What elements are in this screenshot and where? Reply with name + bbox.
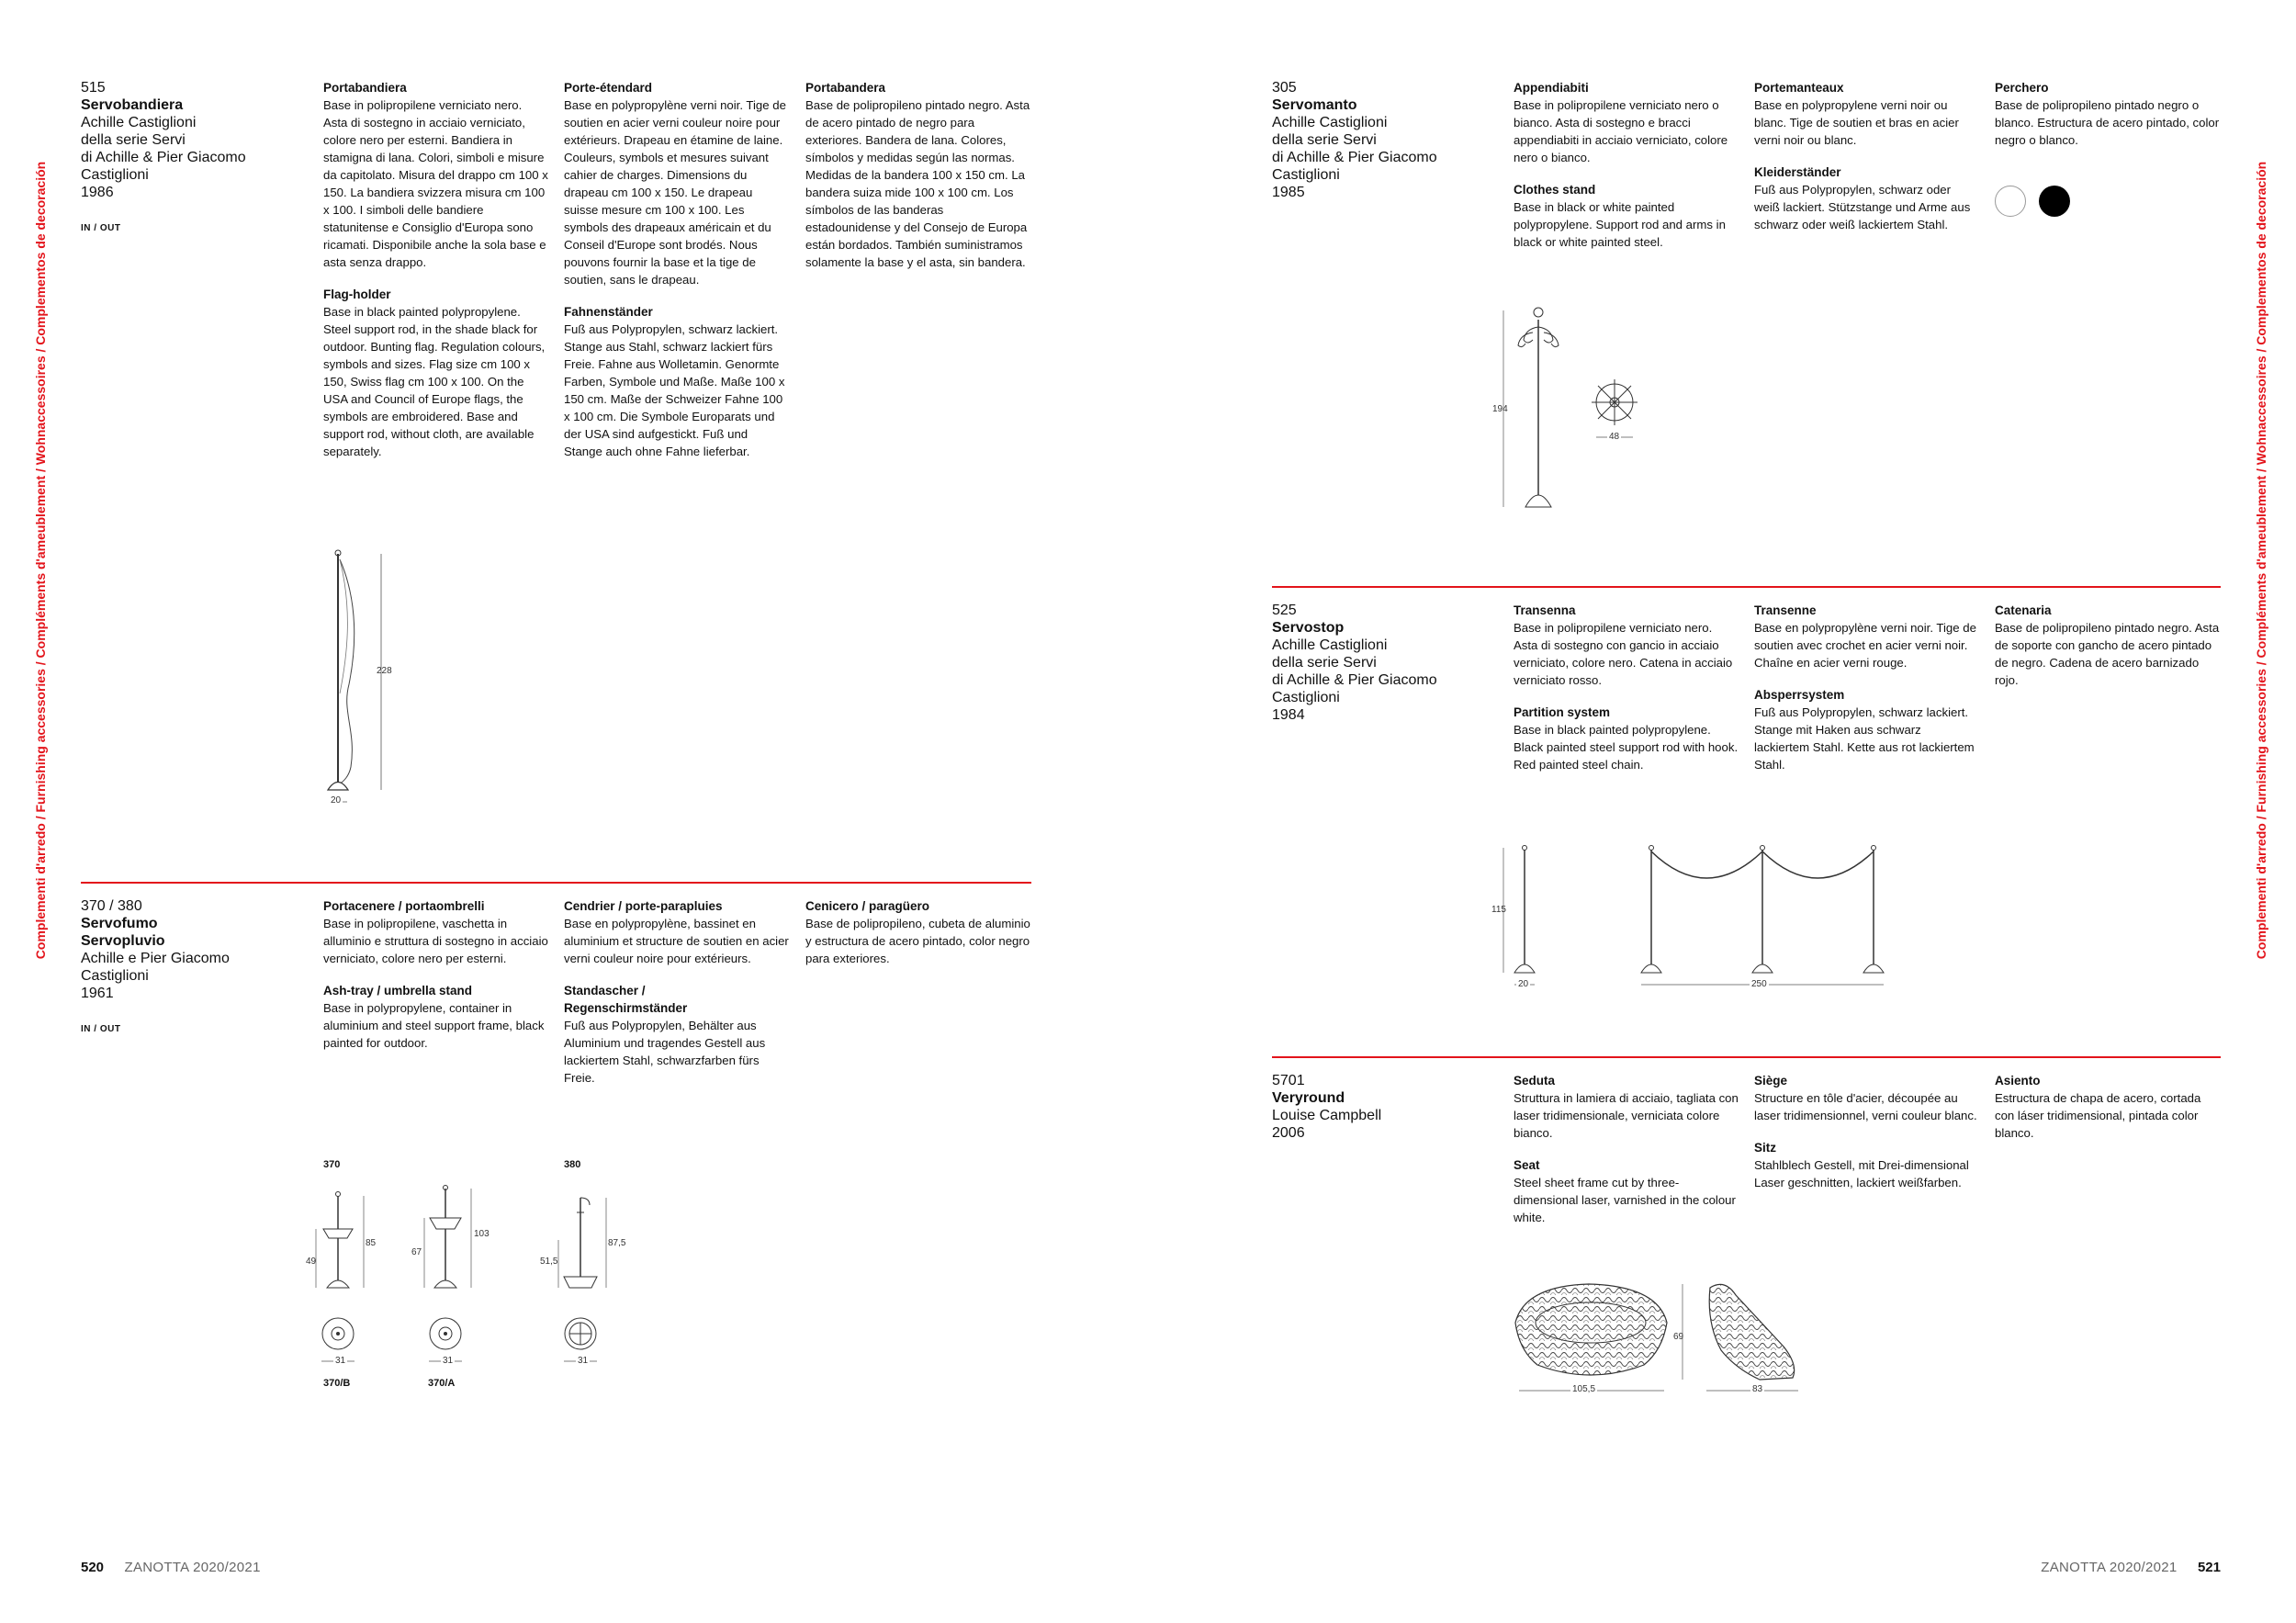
desc-title-it: Seduta <box>1514 1074 1556 1088</box>
servostop-col-fr-de <box>1754 602 1979 788</box>
desc-title-fr: Porte-étendard <box>564 81 653 95</box>
dim-103: 103 <box>474 1229 490 1239</box>
servofumo-col-es <box>805 897 1030 982</box>
desc-title-it: Appendiabiti <box>1514 81 1589 95</box>
servofumo-col-it-en <box>323 897 548 1066</box>
partition-drawing <box>1492 840 1896 997</box>
desc-title-es: Catenaria <box>1995 603 2052 617</box>
divider <box>1272 586 2221 588</box>
divider <box>81 882 1031 884</box>
desc-text-es: Base de polipropileno pintado negro o blanco. Estructura de acero pintado, color negro o blanco. <box>1995 98 2220 147</box>
desc-title-en: Seat <box>1514 1158 1540 1172</box>
product-code: 5701 <box>1272 1073 1305 1088</box>
product-designer: Louise Campbell 2006 <box>1272 1108 1382 1141</box>
dim-length: 250 <box>1751 979 1767 989</box>
product-name: Servobandiera <box>81 97 184 113</box>
dim-width: 105,5 <box>1572 1384 1596 1394</box>
servostop-header <box>1272 602 1437 724</box>
product-name: Servofumo <box>81 916 158 931</box>
desc-title-en: Partition system <box>1514 705 1611 719</box>
product-code: 305 <box>1272 80 1297 96</box>
desc-title-it: Portacenere / portaombrelli <box>323 899 485 913</box>
desc-title-fr: Cendrier / porte-parapluies <box>564 899 723 913</box>
product-name: Servomanto <box>1272 97 1357 113</box>
desc-text-fr: Base en polypropylène verni noir. Tige de soutien en acier verni couleur noire pour extérieurs. Drapeau en étamine de laine. Couleurs, symbols et mesures suivant cahier de charges. Dimensions du drapeau cm 100 x 150. Le drapeau suisse mesure cm 100 x 100. Les symbols des drapeaux américain et du Conseil d'Europe sont brodés. Nous pouvons fournir la base et la tige de soutien, sans le drapeau. <box>564 98 786 287</box>
dim-67: 67 <box>411 1247 422 1257</box>
dim-width: 48 <box>1609 432 1620 442</box>
servostop-col-it-en <box>1514 602 1739 788</box>
product-code: 525 <box>1272 603 1297 618</box>
servomanto-col-fr-de <box>1754 79 1979 248</box>
dim-depth: 83 <box>1752 1384 1763 1394</box>
desc-text-en: Base in black painted polypropylene. Steel support rod, in the shade black for outdoor. Bunting flag. Regulation colours, symbols and sizes. Flag size cm 100 x 150, Swiss flag cm 100 x 100. On the USA and Council of Europe flags, the symbols are embroidered. Base and support rod, without cloth, are available separately. <box>323 305 546 458</box>
dim-31-a: 31 <box>335 1356 346 1366</box>
desc-title-it: Portabandiera <box>323 81 407 95</box>
dim-height: 228 <box>377 666 392 676</box>
desc-title-fr: Siège <box>1754 1074 1788 1088</box>
dim-width: 20 <box>1518 979 1529 989</box>
desc-text-fr: Base en polypropylène verni noir. Tige de soutien avec crochet en acier verni noir. Chaîne en acier verni rouge. <box>1754 621 1976 670</box>
desc-title-de: Kleiderständer <box>1754 165 1841 179</box>
veryround-drawing <box>1506 1277 1837 1405</box>
dim-height: 115 <box>1491 905 1506 915</box>
desc-text-es: Base de polipropileno pintado negro. Asta de soporte con gancho de acero pintado de negro. Cadena de acero barnizado rojo. <box>1995 621 2220 687</box>
coat-stand-drawing <box>1492 303 1658 524</box>
servomanto-header <box>1272 79 1437 201</box>
product-code: 370 / 380 <box>81 898 142 914</box>
in-out-badge: IN / OUT <box>81 1024 121 1034</box>
desc-text-fr: Structure en tôle d'acier, découpée au laser tridimensionnel, verni couleur blanc. <box>1754 1091 1977 1122</box>
dim-51-5: 51,5 <box>540 1257 558 1267</box>
sidebar-left <box>22 55 59 1065</box>
veryround-col-fr-de <box>1754 1072 1979 1206</box>
desc-title-en: Clothes stand <box>1514 183 1596 197</box>
dim-height: 69 <box>1673 1332 1684 1342</box>
swatch-white[interactable] <box>1995 186 2026 217</box>
desc-text-de: Fuß aus Polypropylen, schwarz lackiert. Stange aus Stahl, schwarz lackiert fürs Freie. Fahne aus Wolletamin. Genormte Farben, Symbole und Maße. Maße 100 x 150 cm. Maße der Schweizer Fahne 100 x 100 cm. Die Symbole Europarats und der USA sind aufgestickt. Fuß und Stange auch ohne Fahne lieferbar. <box>564 322 785 458</box>
servobandiera-header <box>81 79 246 233</box>
desc-text-es: Base de polipropileno, cubeta de aluminio y estructura de acero pintado, color negro para exteriores. <box>805 917 1030 965</box>
desc-title-es: Perchero <box>1995 81 2049 95</box>
dim-31-b: 31 <box>443 1356 454 1366</box>
desc-text-en: Base in black painted polypropylene. Black painted steel support rod with hook. Red painted steel chain. <box>1514 723 1739 772</box>
desc-text-es: Base de polipropileno pintado negro. Asta de acero pintado de negro para exteriores. Bandera de lana. Colores, símbolos y medidas según las normas. Medidas de la bandera 100 x 150 cm. La bandera suiza mide 100 x 100 cm. Los símbolos de las banderas estadounidense y del Consejo de Europa están bordados. También suministramos solamente la base y el asta, sin bandera. <box>805 98 1030 269</box>
footer-left <box>81 1560 261 1576</box>
product-designer: Achille e Pier Giacomo Castiglioni 1961 <box>81 951 230 1001</box>
model-label-370a: 370/A <box>428 1378 456 1389</box>
model-label-370b: 370/B <box>323 1378 351 1389</box>
dim-85: 85 <box>366 1238 377 1248</box>
servofumo-col-fr-de <box>564 897 789 1101</box>
desc-text-de: Fuß aus Polypropylen, schwarz lackiert. Stange mit Haken aus schwarz lackiertem Stahl. Kette aus rot lackiertem Stahl. <box>1754 705 1975 772</box>
desc-text-it: Base in polipropilene verniciato nero o bianco. Asta di sostegno e bracci appendiabiti in acciaio verniciato, colore nero o bianco. <box>1514 98 1728 164</box>
desc-text-de: Stahlblech Gestell, mit Drei-dimensional Laser geschnitten, lackiert weißfarben. <box>1754 1158 1969 1189</box>
dim-49: 49 <box>306 1257 317 1267</box>
desc-title-fr: Transenne <box>1754 603 1817 617</box>
model-label-380: 380 <box>564 1159 581 1170</box>
desc-text-de: Fuß aus Polypropylen, schwarz oder weiß lackiert. Stützstange und Arme aus schwarz oder weiß lackiertem Stahl. <box>1754 183 1971 231</box>
product-name-2: Servopluvio <box>81 933 165 949</box>
sidebar-right <box>2243 55 2279 1065</box>
product-name: Veryround <box>1272 1090 1345 1106</box>
dim-31-c: 31 <box>578 1356 589 1366</box>
desc-text-de: Fuß aus Polypropylen, Behälter aus Aluminium und tragendes Gestell aus lackiertem Stahl, schwarzfarben fürs Freie. <box>564 1019 766 1085</box>
desc-title-de: Sitz <box>1754 1141 1777 1155</box>
desc-text-it: Base in polipropilene verniciato nero. Asta di sostegno con gancio in acciaio verniciato, colore nero. Catena in acciaio verniciato rosso. <box>1514 621 1733 687</box>
servobandiera-col-es <box>805 79 1030 286</box>
desc-text-en: Steel sheet frame cut by three-dimensional laser, varnished in the colour white. <box>1514 1176 1736 1224</box>
in-out-badge: IN / OUT <box>81 223 121 233</box>
veryround-col-it-en <box>1514 1072 1739 1241</box>
desc-title-de: Standascher / Regenschirmständer <box>564 984 688 1015</box>
desc-text-es: Estructura de chapa de acero, cortada con láser tridimensional, pintada color blanco. <box>1995 1091 2201 1140</box>
product-name: Servostop <box>1272 620 1345 636</box>
servofumo-drawings <box>303 1185 670 1369</box>
desc-title-en: Flag-holder <box>323 287 391 301</box>
footer-right <box>2041 1560 2221 1576</box>
flag-holder-drawing <box>312 547 413 813</box>
brand-left: ZANOTTA 2020/2021 <box>124 1560 261 1575</box>
veryround-col-es <box>1995 1072 2220 1156</box>
desc-text-it: Struttura in lamiera di acciaio, tagliata con laser tridimensionale, verniciata colore bianco. <box>1514 1091 1739 1140</box>
desc-title-it: Transenna <box>1514 603 1576 617</box>
desc-title-es: Cenicero / paragüero <box>805 899 930 913</box>
dim-height: 194 <box>1492 404 1508 414</box>
desc-text-en: Base in black or white painted polypropylene. Support rod and arms in black or white painted steel. <box>1514 200 1726 249</box>
servomanto-col-it-en <box>1514 79 1739 265</box>
sidebar-right-text: Complementi d'arredo / Furnishing accessories / Compléments d'ameublement / Wohnaccessoires / Complementos de decoración <box>2254 161 2268 960</box>
servomanto-col-es <box>1995 79 2220 163</box>
servostop-col-es <box>1995 602 2220 704</box>
desc-title-en: Ash-tray / umbrella stand <box>323 984 473 997</box>
desc-title-de: Fahnenständer <box>564 305 653 319</box>
desc-title-de: Absperrsystem <box>1754 688 1845 702</box>
product-designer: Achille Castiglioni della serie Servi di Achille & Pier Giacomo Castiglioni 1984 <box>1272 637 1437 723</box>
model-label-370: 370 <box>323 1159 341 1170</box>
servobandiera-col-fr-de <box>564 79 789 475</box>
desc-title-es: Asiento <box>1995 1074 2041 1088</box>
desc-text-fr: Base en polypropylene verni noir ou blanc. Tige de soutien et bras en acier verni noir ou blanc. <box>1754 98 1959 147</box>
desc-text-fr: Base en polypropylène, bassinet en aluminium et structure de soutien en acier verni couleur noire pour extérieurs. <box>564 917 789 965</box>
product-code: 515 <box>81 80 106 96</box>
swatch-black[interactable] <box>2039 186 2070 217</box>
dim-87-5: 87,5 <box>608 1238 626 1248</box>
brand-right: ZANOTTA 2020/2021 <box>2041 1560 2178 1575</box>
sidebar-left-text: Complementi d'arredo / Furnishing accessories / Compléments d'ameublement / Wohnaccessoires / Complementos de decoración <box>33 161 48 960</box>
servofumo-header <box>81 897 230 1034</box>
desc-text-it: Base in polipropilene, vaschetta in alluminio e struttura di sostegno in acciaio verniciato, colore nero per esterni. <box>323 917 548 965</box>
servobandiera-col-it-en <box>323 79 548 475</box>
page-number-right: 521 <box>2197 1560 2221 1575</box>
desc-title-fr: Portemanteaux <box>1754 81 1844 95</box>
desc-title-es: Portabandera <box>805 81 886 95</box>
desc-text-it: Base in polipropilene verniciato nero. Asta di sostegno in acciaio verniciato, colore nero per esterni. Bandiera in stamigna di lana. Colori, simboli e misure da capitolato. Misura del drappo cm 100 x 150. La bandiera svizzera misura cm 100 x 100. I simboli delle bandiere statunitense e Consiglio d'Europa sono ricamati. Disponibile anche la sola base e asta senza drappo. <box>323 98 548 269</box>
product-designer: Achille Castiglioni della serie Servi di Achille & Pier Giacomo Castiglioni 1986 <box>81 115 246 200</box>
page-number-left: 520 <box>81 1560 105 1575</box>
dim-width: 20 <box>331 795 342 806</box>
divider <box>1272 1056 2221 1058</box>
veryround-header <box>1272 1072 1381 1142</box>
desc-text-en: Base in polypropylene, container in aluminium and steel support frame, black painted for outdoor. <box>323 1001 545 1050</box>
product-designer: Achille Castiglioni della serie Servi di Achille & Pier Giacomo Castiglioni 1985 <box>1272 115 1437 200</box>
